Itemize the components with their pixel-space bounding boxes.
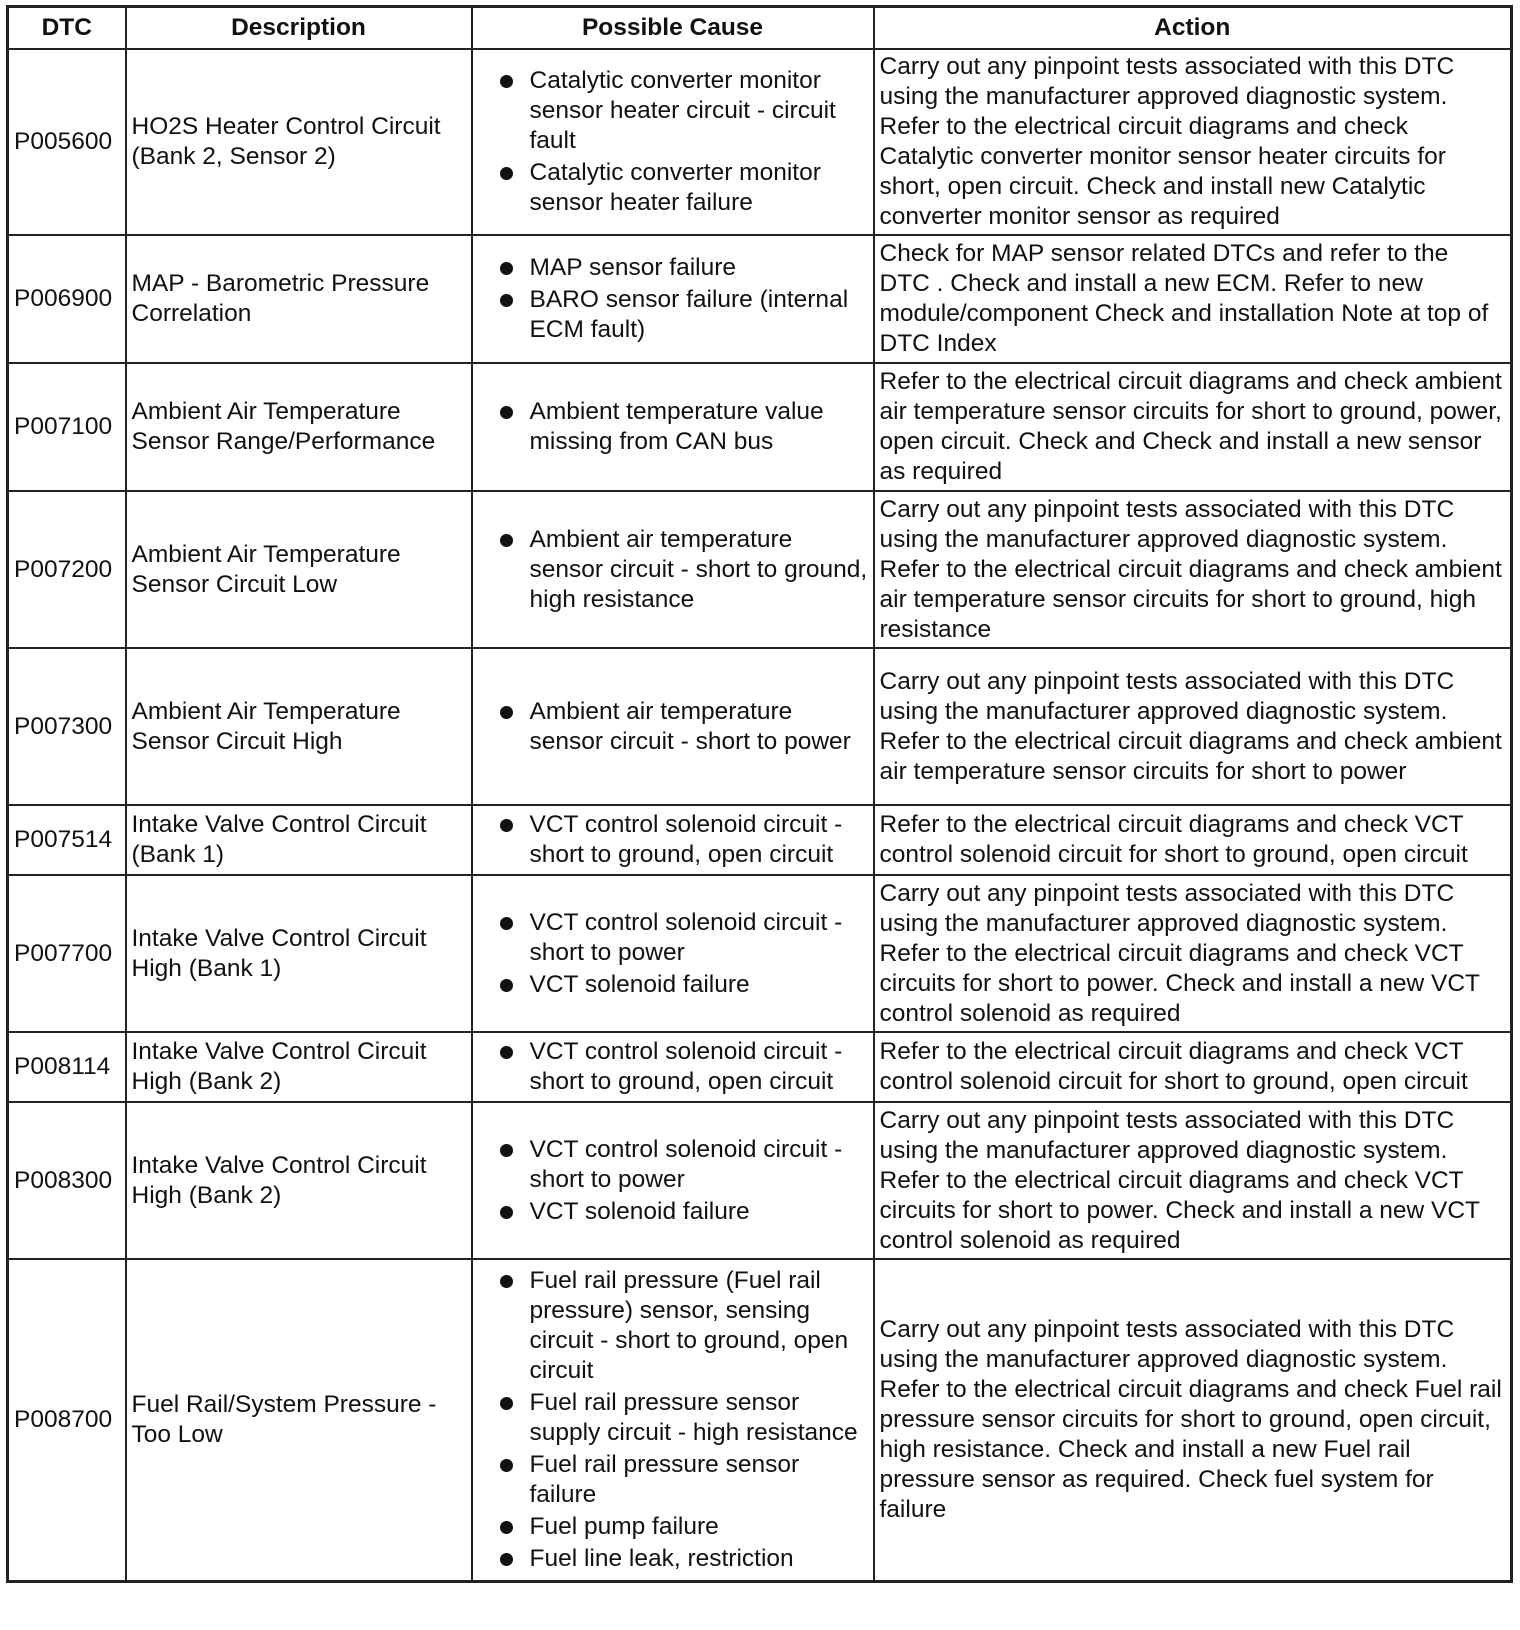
dtc-description: HO2S Heater Control Circuit (Bank 2, Sensor 2) bbox=[126, 49, 472, 235]
dtc-code: P007300 bbox=[8, 648, 126, 805]
cause-item: Catalytic converter monitor sensor heater circuit - circuit fault bbox=[478, 66, 868, 156]
cause-item: BARO sensor failure (internal ECM fault) bbox=[478, 285, 868, 345]
possible-causes bbox=[472, 1102, 874, 1259]
possible-causes bbox=[472, 805, 874, 875]
dtc-table bbox=[6, 5, 1513, 1583]
possible-causes bbox=[472, 491, 874, 648]
possible-causes bbox=[472, 49, 874, 235]
header-description: Description bbox=[126, 7, 472, 50]
bullet-icon bbox=[500, 1275, 513, 1288]
cause-item: VCT control solenoid circuit - short to ground, open circuit bbox=[478, 1037, 868, 1097]
cause-item: VCT control solenoid circuit - short to power bbox=[478, 1135, 868, 1195]
dtc-action: Carry out any pinpoint tests associated with this DTC using the manufacturer approved diagnostic system. Refer to the electrical circuit diagrams and check VCT circuits for short to power. Check and install a new VCT control solenoid as required bbox=[874, 1102, 1512, 1259]
dtc-description: Ambient Air Temperature Sensor Circuit High bbox=[126, 648, 472, 805]
bullet-icon bbox=[500, 294, 513, 307]
bullet-icon bbox=[500, 1459, 513, 1472]
cause-item: Fuel rail pressure sensor failure bbox=[478, 1450, 868, 1510]
table-row bbox=[8, 1032, 1512, 1102]
cause-item: Ambient air temperature sensor circuit - short to ground, high resistance bbox=[478, 525, 868, 615]
dtc-description: Ambient Air Temperature Sensor Circuit Low bbox=[126, 491, 472, 648]
cause-item: VCT control solenoid circuit - short to ground, open circuit bbox=[478, 810, 868, 870]
dtc-code: P007100 bbox=[8, 363, 126, 491]
bullet-icon bbox=[500, 917, 513, 930]
possible-causes bbox=[472, 648, 874, 805]
dtc-description: MAP - Barometric Pressure Correlation bbox=[126, 235, 472, 363]
table-row bbox=[8, 235, 1512, 363]
dtc-action: Carry out any pinpoint tests associated with this DTC using the manufacturer approved diagnostic system. Refer to the electrical circuit diagrams and check ambient air temperature sensor circuits for short to power bbox=[874, 648, 1512, 805]
dtc-description: Intake Valve Control Circuit High (Bank 2) bbox=[126, 1032, 472, 1102]
cause-item: VCT control solenoid circuit - short to power bbox=[478, 908, 868, 968]
header-action: Action bbox=[874, 7, 1512, 50]
dtc-code: P008700 bbox=[8, 1259, 126, 1581]
cause-item: Fuel line leak, restriction bbox=[478, 1544, 868, 1574]
dtc-code: P008300 bbox=[8, 1102, 126, 1259]
cause-item: Catalytic converter monitor sensor heater failure bbox=[478, 158, 868, 218]
bullet-icon bbox=[500, 262, 513, 275]
dtc-action: Refer to the electrical circuit diagrams and check ambient air temperature sensor circuits for short to ground, power, open circuit. Check and Check and install a new sensor as required bbox=[874, 363, 1512, 491]
header-cause: Possible Cause bbox=[472, 7, 874, 50]
bullet-icon bbox=[500, 167, 513, 180]
header-row bbox=[8, 7, 1512, 50]
header-dtc: DTC bbox=[8, 7, 126, 50]
bullet-icon bbox=[500, 406, 513, 419]
dtc-description: Fuel Rail/System Pressure - Too Low bbox=[126, 1259, 472, 1581]
dtc-description: Intake Valve Control Circuit (Bank 1) bbox=[126, 805, 472, 875]
table-row bbox=[8, 1259, 1512, 1581]
bullet-icon bbox=[500, 979, 513, 992]
bullet-icon bbox=[500, 1397, 513, 1410]
bullet-icon bbox=[500, 1144, 513, 1157]
dtc-description: Intake Valve Control Circuit High (Bank 2) bbox=[126, 1102, 472, 1259]
table-row bbox=[8, 875, 1512, 1032]
cause-item: Fuel pump failure bbox=[478, 1512, 868, 1542]
table-row bbox=[8, 49, 1512, 235]
bullet-icon bbox=[500, 1046, 513, 1059]
bullet-icon bbox=[500, 1521, 513, 1534]
table-row bbox=[8, 363, 1512, 491]
cause-item: Ambient air temperature sensor circuit - short to power bbox=[478, 697, 868, 757]
cause-item: MAP sensor failure bbox=[478, 253, 868, 283]
cause-item: Fuel rail pressure sensor supply circuit - high resistance bbox=[478, 1388, 868, 1448]
dtc-code: P008114 bbox=[8, 1032, 126, 1102]
dtc-description: Ambient Air Temperature Sensor Range/Performance bbox=[126, 363, 472, 491]
table-row bbox=[8, 1102, 1512, 1259]
dtc-code: P006900 bbox=[8, 235, 126, 363]
dtc-action: Refer to the electrical circuit diagrams and check VCT control solenoid circuit for short to ground, open circuit bbox=[874, 805, 1512, 875]
dtc-code: P007700 bbox=[8, 875, 126, 1032]
cause-item: Fuel rail pressure (Fuel rail pressure) sensor, sensing circuit - short to ground, open circuit bbox=[478, 1266, 868, 1386]
dtc-action: Carry out any pinpoint tests associated with this DTC using the manufacturer approved diagnostic system. Refer to the electrical circuit diagrams and check VCT circuits for short to power. Check and install a new VCT control solenoid as required bbox=[874, 875, 1512, 1032]
table-row bbox=[8, 648, 1512, 805]
table-row bbox=[8, 805, 1512, 875]
dtc-code: P007200 bbox=[8, 491, 126, 648]
dtc-action: Carry out any pinpoint tests associated with this DTC using the manufacturer approved diagnostic system. Refer to the electrical circuit diagrams and check Catalytic converter monitor sensor heater circuits for short, open circuit. Check and install new Catalytic converter monitor sensor as required bbox=[874, 49, 1512, 235]
dtc-action: Check for MAP sensor related DTCs and refer to the DTC . Check and install a new ECM. Refer to new module/component Check and installation Note at top of DTC Index bbox=[874, 235, 1512, 363]
possible-causes bbox=[472, 875, 874, 1032]
dtc-code: P007514 bbox=[8, 805, 126, 875]
bullet-icon bbox=[500, 1206, 513, 1219]
possible-causes bbox=[472, 235, 874, 363]
dtc-action: Carry out any pinpoint tests associated with this DTC using the manufacturer approved diagnostic system. Refer to the electrical circuit diagrams and check Fuel rail pressure sensor circuits for short to ground, open circuit, high resistance. Check and install a new Fuel rail pressure sensor as required. Check fuel system for failure bbox=[874, 1259, 1512, 1581]
dtc-description: Intake Valve Control Circuit High (Bank 1) bbox=[126, 875, 472, 1032]
possible-causes bbox=[472, 1259, 874, 1581]
table-row bbox=[8, 491, 1512, 648]
possible-causes bbox=[472, 1032, 874, 1102]
possible-causes bbox=[472, 363, 874, 491]
bullet-icon bbox=[500, 1553, 513, 1566]
cause-item: VCT solenoid failure bbox=[478, 1197, 868, 1227]
dtc-action: Refer to the electrical circuit diagrams and check VCT control solenoid circuit for short to ground, open circuit bbox=[874, 1032, 1512, 1102]
bullet-icon bbox=[500, 534, 513, 547]
bullet-icon bbox=[500, 706, 513, 719]
bullet-icon bbox=[500, 75, 513, 88]
cause-item: VCT solenoid failure bbox=[478, 970, 868, 1000]
dtc-code: P005600 bbox=[8, 49, 126, 235]
cause-item: Ambient temperature value missing from CAN bus bbox=[478, 397, 868, 457]
dtc-action: Carry out any pinpoint tests associated with this DTC using the manufacturer approved diagnostic system. Refer to the electrical circuit diagrams and check ambient air temperature sensor circuits for short to ground, high resistance bbox=[874, 491, 1512, 648]
bullet-icon bbox=[500, 819, 513, 832]
